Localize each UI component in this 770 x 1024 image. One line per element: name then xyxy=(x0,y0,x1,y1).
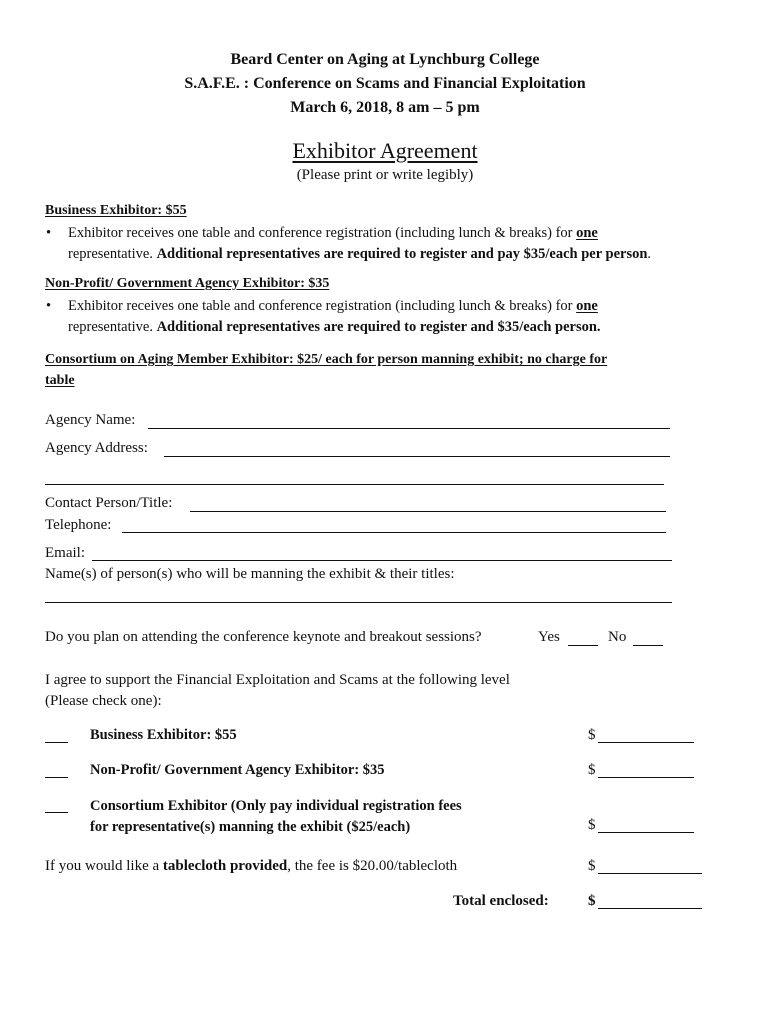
telephone-label: Telephone: xyxy=(45,517,112,533)
tablecloth-bold: tablecloth provided xyxy=(162,858,288,874)
agency-name-label: Agency Name: xyxy=(45,412,136,428)
option-consortium-2: for representative(s) manning the exhibit ($25/each) xyxy=(90,819,411,835)
page-subtitle: (Please print or write legibly) xyxy=(296,167,474,183)
business-check-blank[interactable] xyxy=(45,742,68,743)
consortium-dollar: $ xyxy=(588,817,596,833)
contact-label: Contact Person/Title: xyxy=(45,495,173,511)
tablecloth-pre: If you would like a xyxy=(45,858,163,874)
telephone-field[interactable] xyxy=(122,532,666,533)
names-label: Name(s) of person(s) who will be manning the exhibit & their titles: xyxy=(45,566,455,582)
consortium-heading xyxy=(45,349,607,391)
nonprofit-check-blank[interactable] xyxy=(45,777,68,778)
agree-text xyxy=(45,670,510,712)
nonprofit-dollar: $ xyxy=(588,762,596,778)
nonprofit-one: one xyxy=(576,298,598,314)
option-consortium xyxy=(90,796,462,838)
option-business: Business Exhibitor: $55 xyxy=(90,727,237,743)
business-period: . xyxy=(647,246,652,262)
business-one: one xyxy=(576,225,598,241)
attend-yes-blank[interactable] xyxy=(568,645,598,646)
header-line-1: Beard Center on Aging at Lynchburg College xyxy=(230,51,540,68)
agency-address-field[interactable] xyxy=(164,456,670,457)
nonprofit-bold-note: Additional representatives are required to register and $35/each person. xyxy=(156,319,601,335)
business-dollar: $ xyxy=(588,727,596,743)
consortium-check-blank[interactable] xyxy=(45,812,68,813)
tablecloth-post: , the fee is $20.00/tablecloth xyxy=(287,858,458,874)
consortium-heading-1: Consortium on Aging Member Exhibitor: $25/ each for person manning exhibit; no charge for xyxy=(45,352,608,367)
agree-line-1: I agree to support the Financial Exploitation and Scams at the following level xyxy=(45,672,510,688)
bullet-dot: • xyxy=(46,298,52,314)
business-amount-field[interactable] xyxy=(598,742,694,743)
business-heading: Business Exhibitor: $55 xyxy=(45,203,187,218)
email-field[interactable] xyxy=(92,560,672,561)
business-text-2: representative. xyxy=(68,246,157,262)
agree-line-2: (Please check one): xyxy=(45,693,162,709)
agency-address-label: Agency Address: xyxy=(45,440,148,456)
contact-field[interactable] xyxy=(190,511,666,512)
tablecloth-amount-field[interactable] xyxy=(598,873,702,874)
tablecloth-dollar: $ xyxy=(588,858,596,874)
nonprofit-heading: Non-Profit/ Government Agency Exhibitor: $35 xyxy=(45,276,330,291)
nonprofit-amount-field[interactable] xyxy=(598,777,694,778)
nonprofit-text-2: representative. xyxy=(68,319,157,335)
total-dollar: $ xyxy=(588,893,596,909)
attend-no-blank[interactable] xyxy=(633,645,663,646)
total-amount-field[interactable] xyxy=(598,908,702,909)
option-nonprofit: Non-Profit/ Government Agency Exhibitor: $35 xyxy=(90,762,385,778)
names-field[interactable] xyxy=(45,602,672,603)
business-bold-note: Additional representatives are required to register and pay $35/each per person xyxy=(156,246,648,262)
attend-yes-label: Yes xyxy=(538,629,560,645)
attend-question: Do you plan on attending the conference keynote and breakout sessions? xyxy=(45,629,482,645)
agency-name-field[interactable] xyxy=(148,428,670,429)
business-bullet xyxy=(46,223,728,265)
tablecloth-text xyxy=(45,858,457,875)
business-text: Exhibitor receives one table and conference registration (including lunch & breaks) for xyxy=(68,225,577,241)
nonprofit-bullet xyxy=(46,296,728,338)
header-line-2: S.A.F.E. : Conference on Scams and Financial Exploitation xyxy=(184,75,586,92)
email-label: Email: xyxy=(45,545,85,561)
attend-no-label: No xyxy=(608,629,627,645)
consortium-amount-field[interactable] xyxy=(598,832,694,833)
option-consortium-1: Consortium Exhibitor (Only pay individual registration fees xyxy=(90,798,462,814)
nonprofit-text: Exhibitor receives one table and conference registration (including lunch & breaks) for xyxy=(68,298,577,314)
page-title: Exhibitor Agreement xyxy=(292,138,478,163)
bullet-dot: • xyxy=(46,225,52,241)
header-line-3: March 6, 2018, 8 am – 5 pm xyxy=(290,99,480,116)
total-label: Total enclosed: xyxy=(453,893,549,909)
consortium-heading-2: table xyxy=(45,373,75,388)
agency-address-field-2[interactable] xyxy=(45,484,664,485)
